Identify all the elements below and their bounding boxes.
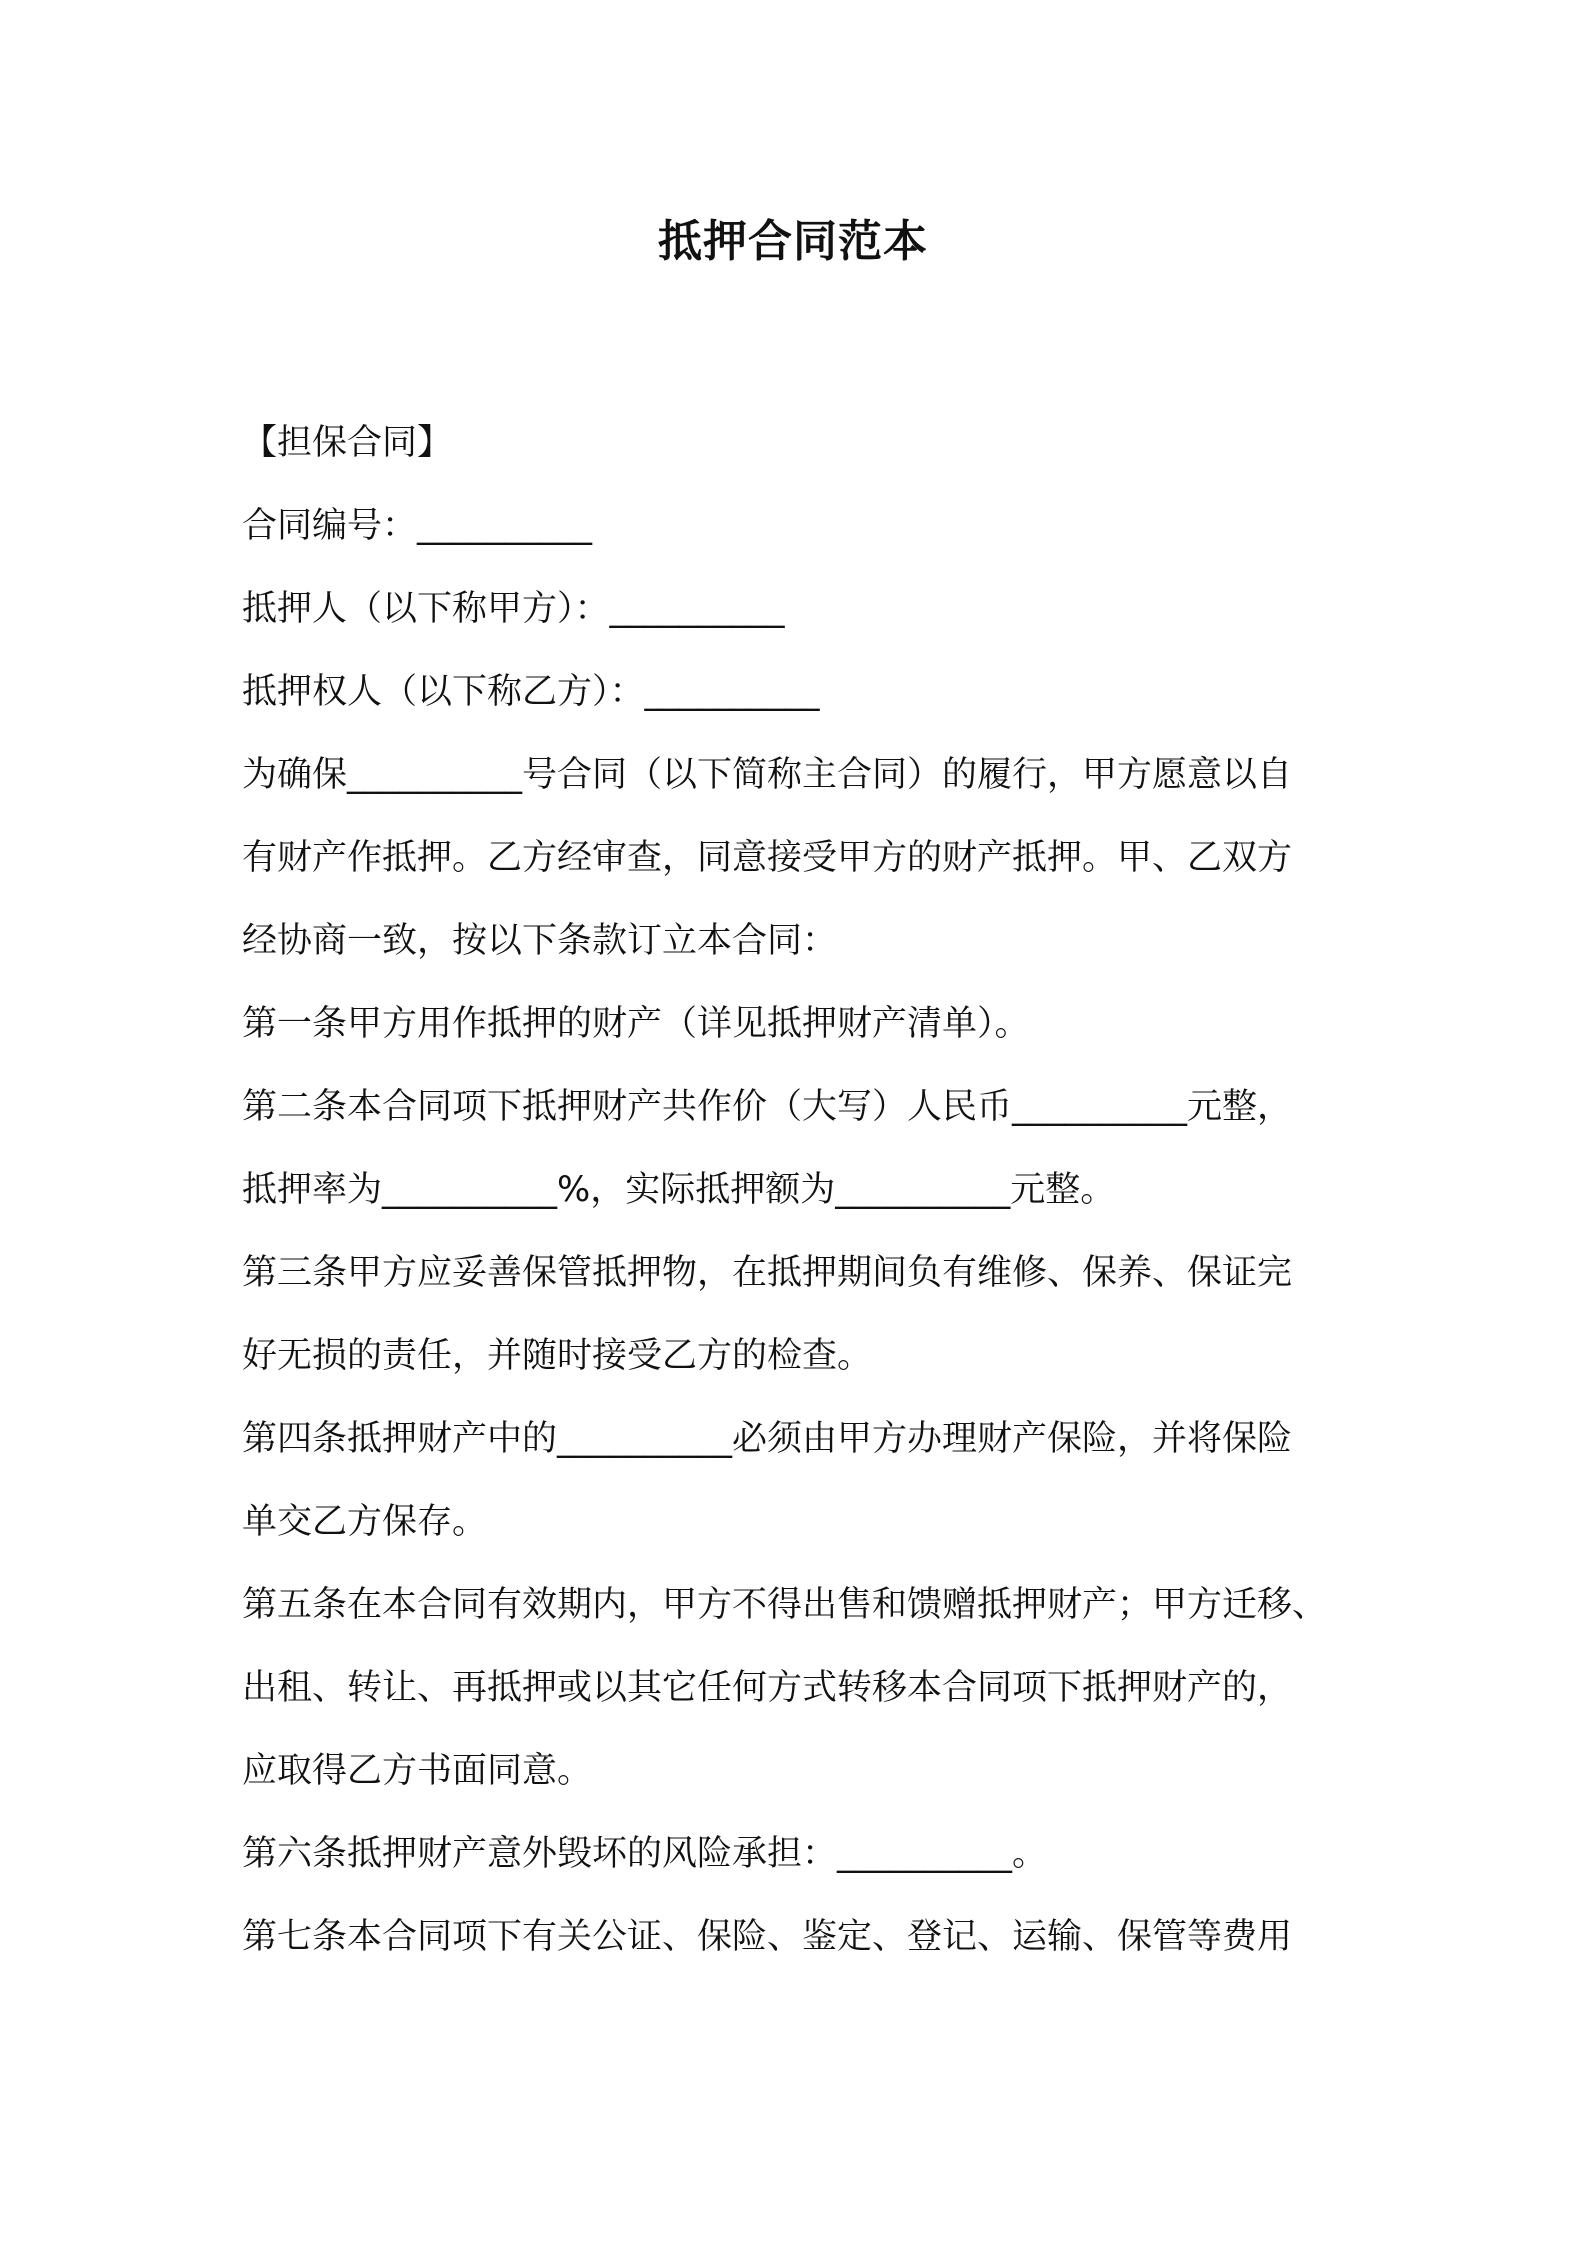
mortgagee-line: 抵押权人（以下称乙方）：__________ — [242, 672, 820, 712]
article-2-line-1: 第二条本合同项下抵押财产共作价（大写）人民币__________元整， — [242, 1087, 1293, 1127]
article-1-line-1: 第一条甲方用作抵押的财产（详见抵押财产清单）。 — [242, 1004, 1030, 1044]
article-4-line-1: 第四条抵押财产中的__________必须由甲方办理财产保险，并将保险 — [242, 1419, 1293, 1459]
article-3-line-2: 好无损的责任，并随时接受乙方的检查。 — [242, 1336, 873, 1376]
document-title: 抵押合同范本 — [658, 216, 928, 267]
preamble-line-2: 有财产作抵押。乙方经审查，同意接受甲方的财产抵押。甲、乙双方 — [242, 838, 1293, 878]
document-body — [242, 402, 1352, 1979]
article-2-line-2: 抵押率为__________%，实际抵押额为__________元整。 — [242, 1170, 1116, 1210]
article-6-line-1: 第六条抵押财产意外毁坏的风险承担：__________。 — [242, 1834, 1048, 1874]
section-heading: 【担保合同】 — [242, 423, 453, 463]
article-5-line-1: 第五条在本合同有效期内，甲方不得出售和馈赠抵押财产；甲方迁移、 — [242, 1585, 1328, 1625]
article-4-line-2: 单交乙方保存。 — [242, 1502, 488, 1542]
article-3-line-1: 第三条甲方应妥善保管抵押物，在抵押期间负有维修、保养、保证完 — [242, 1253, 1293, 1293]
article-5-line-3: 应取得乙方书面同意。 — [242, 1751, 593, 1791]
mortgagor-line: 抵押人（以下称甲方）：__________ — [242, 589, 785, 629]
contract-number-line: 合同编号：__________ — [242, 506, 593, 546]
preamble-line-1: 为确保__________号合同（以下简称主合同）的履行，甲方愿意以自 — [242, 755, 1293, 795]
article-7-line-1: 第七条本合同项下有关公证、保险、鉴定、登记、运输、保管等费用 — [242, 1917, 1293, 1957]
article-5-line-2: 出租、转让、再抵押或以其它任何方式转移本合同项下抵押财产的， — [242, 1668, 1293, 1708]
preamble-line-3: 经协商一致，按以下条款订立本合同： — [242, 921, 838, 961]
